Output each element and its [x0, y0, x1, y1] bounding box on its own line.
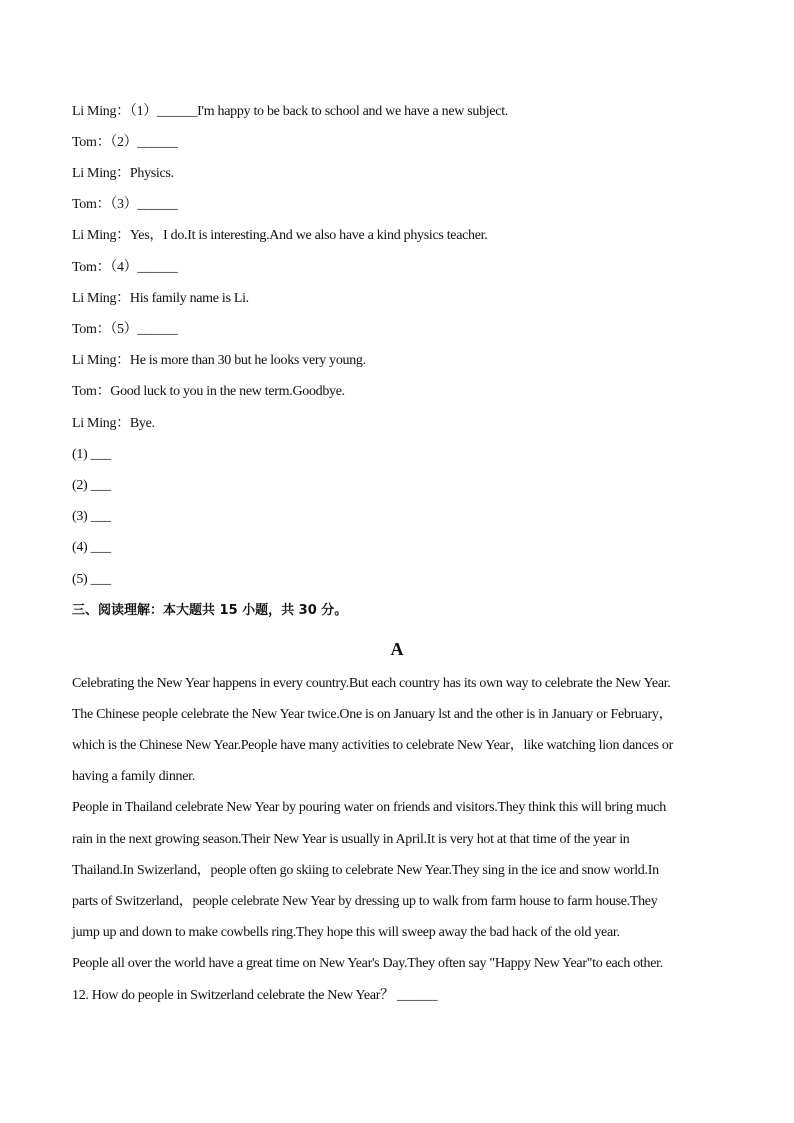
dialogue-line: Li Ming：Physics.	[72, 166, 174, 181]
answer-blank: (5) ___	[72, 572, 111, 587]
dialogue-line: Tom：（2）______	[72, 135, 178, 150]
dialogue-line: Li Ming：His family name is Li.	[72, 291, 249, 306]
passage-line: Thailand.In Swizerland，people often go skiing to celebrate New Year.They sing in the ice and snow world.In	[72, 863, 659, 878]
question-12: 12. How do people in Switzerland celebrate the New Year？ ______	[72, 988, 438, 1003]
dialogue-line: Li Ming：Yes，I do.It is interesting.And we also have a kind physics teacher.	[72, 228, 488, 243]
passage-line: People in Thailand celebrate New Year by pouring water on friends and visitors.They think this will bring much	[72, 800, 666, 815]
answer-blank: (4) ___	[72, 540, 111, 555]
dialogue-line: Tom：Good luck to you in the new term.Goodbye.	[72, 384, 345, 399]
passage-title: A	[390, 639, 404, 659]
passage-line: having a family dinner.	[72, 769, 195, 784]
section-heading: 三、阅读理解：本大题共 15 小题，共 30 分。	[72, 603, 348, 618]
dialogue-line: Tom：（5）______	[72, 322, 178, 337]
dialogue-line: Li Ming：Bye.	[72, 416, 155, 431]
answer-blank: (1) ___	[72, 447, 111, 462]
passage-line: People all over the world have a great time on New Year's Day.They often say "Happy New Year"to each other.	[72, 956, 663, 971]
answer-blank: (2) ___	[72, 478, 111, 493]
passage-line: parts of Switzerland，people celebrate New Year by dressing up to walk from farm house to farm house.They	[72, 894, 658, 909]
passage-line: jump up and down to make cowbells ring.They hope this will sweep away the bad hack of the old year.	[72, 925, 620, 940]
dialogue-line: Tom：（3）______	[72, 197, 178, 212]
passage-line: The Chinese people celebrate the New Year twice.One is on January lst and the other is in January or February，	[72, 707, 673, 722]
answer-blank: (3) ___	[72, 509, 111, 524]
dialogue-line: Li Ming：He is more than 30 but he looks very young.	[72, 353, 366, 368]
passage-line: Celebrating the New Year happens in every country.But each country has its own way to celebrate the New Year.	[72, 676, 671, 691]
dialogue-line: Tom：（4）______	[72, 260, 178, 275]
passage-line: which is the Chinese New Year.People have many activities to celebrate New Year，like watching lion dances or	[72, 738, 673, 753]
passage-line: rain in the next growing season.Their New Year is usually in April.It is very hot at that time of the year in	[72, 832, 630, 847]
dialogue-line: Li Ming：（1）______I'm happy to be back to school and we have a new subject.	[72, 104, 508, 119]
